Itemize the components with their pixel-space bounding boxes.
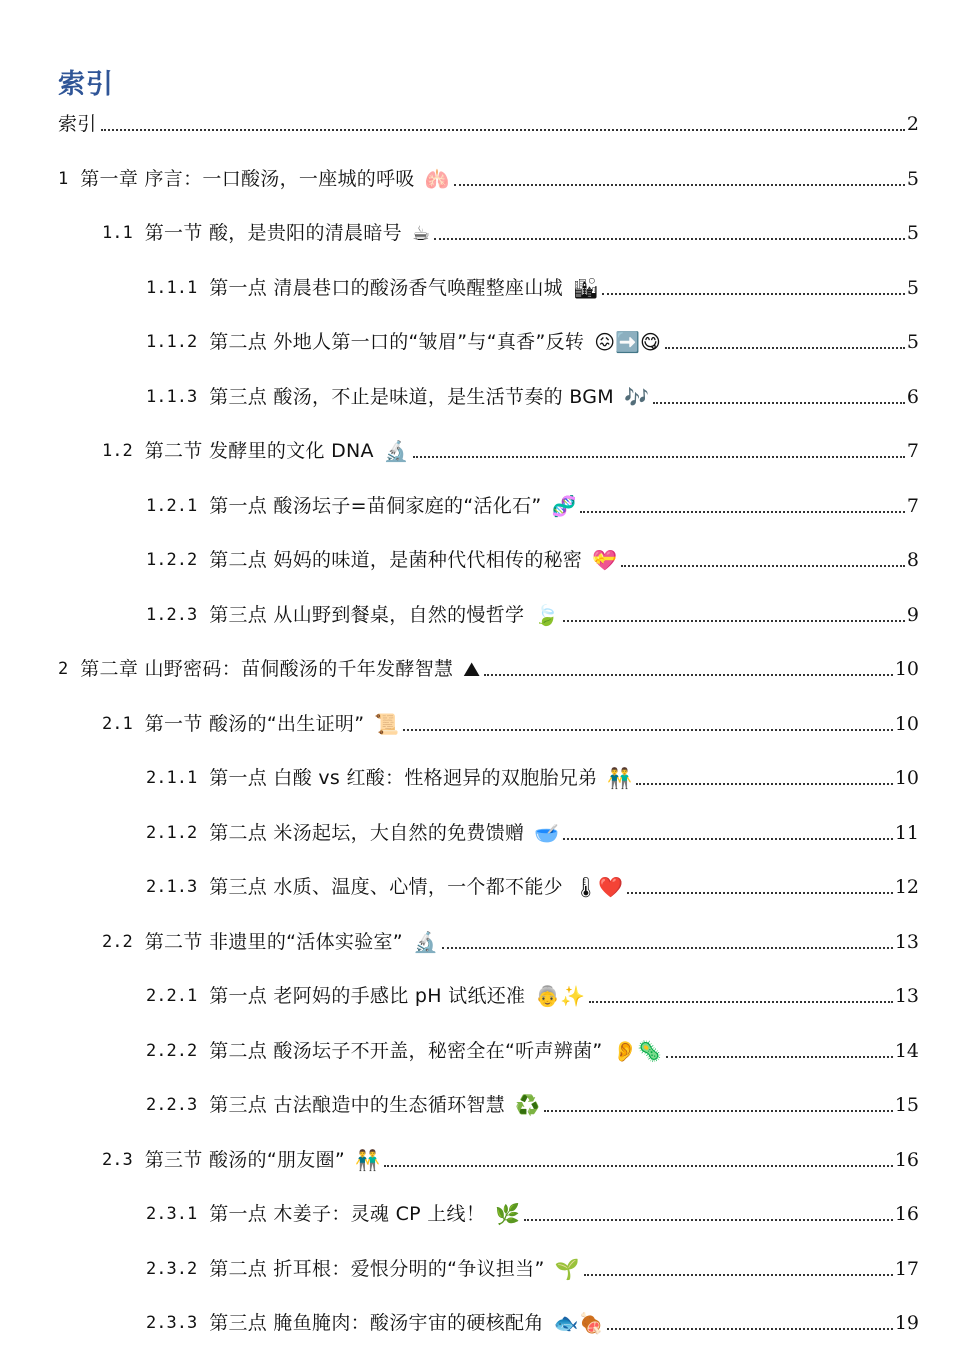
emoji-icon: 👂🦠 (612, 1039, 663, 1063)
toc-entry-number: 2.1.3 (146, 877, 198, 897)
toc-page-number: 10 (894, 658, 919, 680)
toc-entry-number: 2.2.2 (146, 1041, 198, 1061)
toc-page-number: 17 (894, 1258, 919, 1280)
toc-page-number: 9 (906, 604, 919, 626)
toc-entry-number: 1.1.2 (146, 332, 198, 352)
toc-page-number: 7 (906, 495, 919, 517)
dot-leader (403, 729, 893, 731)
toc-entry[interactable] (146, 379, 919, 409)
toc-page-number: 13 (894, 985, 919, 1007)
toc-entry-title: 第一节 酸，是贵阳的清晨暗号 (144, 222, 402, 244)
emoji-icon: 🐟🍖 (553, 1311, 604, 1335)
toc-entry-number: 2.3.3 (146, 1313, 198, 1333)
emoji-icon: 👬 (355, 1148, 380, 1172)
toc-entry-label (146, 385, 649, 409)
toc-entry[interactable] (146, 978, 919, 1008)
toc-entry-label (146, 821, 559, 845)
dot-leader (101, 129, 905, 131)
emoji-icon: 🔬 (383, 439, 409, 463)
toc-entry[interactable] (102, 433, 919, 463)
toc-entry-number: 1.2.2 (146, 550, 198, 570)
dot-leader (524, 1219, 893, 1221)
toc-page-number: 6 (906, 386, 919, 408)
emoji-icon: 🎶 (623, 385, 649, 409)
toc-entry-title: 第二点 折耳根：爱恨分明的“争议担当” (209, 1258, 545, 1280)
toc-entry-label (146, 494, 576, 518)
toc-entry-number: 1.2.3 (146, 605, 198, 625)
toc-entry[interactable] (146, 324, 919, 354)
emoji-icon: 🍃 (534, 603, 560, 627)
toc-entry[interactable] (58, 161, 919, 191)
toc-entry-number: 2.3 (102, 1150, 133, 1170)
toc-entry-label (146, 1257, 580, 1281)
toc-entry-title: 第三点 腌鱼腌肉：酸汤宇宙的硬核配角 (209, 1312, 544, 1334)
toc-entry-title: 第一节 酸汤的“出生证明” (144, 713, 365, 735)
toc-entry[interactable] (146, 270, 919, 300)
dot-leader (484, 674, 893, 676)
toc-page-number: 13 (894, 931, 919, 953)
toc-entry-label (146, 875, 623, 899)
toc-entry-title: 第二点 外地人第一口的“皱眉”与“真香”反转 (209, 331, 585, 353)
emoji-icon: 🥣 (534, 821, 560, 845)
toc-entry-title: 第一章 序言：一口酸汤，一座城的呼吸 (80, 168, 415, 190)
toc-page-number: 5 (906, 168, 919, 190)
toc-entry-title: 第一点 酸汤坛子=苗侗家庭的“活化石” (209, 495, 542, 517)
toc-entry-number: 2.3.2 (146, 1259, 198, 1279)
toc-entry-number: 2.2.3 (146, 1095, 198, 1115)
toc-entry[interactable] (58, 651, 919, 681)
toc-entry-number: 1.2 (102, 441, 133, 461)
emoji-icon: 📜 (374, 712, 400, 736)
dot-leader (584, 1274, 893, 1276)
toc-entry-title: 第一点 清晨巷口的酸汤香气唤醒整座山城 (209, 277, 563, 299)
toc-page-number: 19 (894, 1312, 919, 1334)
emoji-icon: ⛰ (463, 657, 481, 681)
toc-entry[interactable] (102, 1142, 919, 1172)
toc-entry-label (146, 766, 632, 790)
toc-entry-title: 第二章 山野密码：苗侗酸汤的千年发酵智慧 (80, 658, 454, 680)
toc-entry[interactable] (146, 1251, 919, 1281)
toc-entry-title: 第一点 白酸 vs 红酸：性格迥异的双胞胎兄弟 (209, 767, 598, 789)
toc-entry[interactable] (102, 706, 919, 736)
toc-page-number: 5 (906, 331, 919, 353)
toc-entry[interactable] (146, 1033, 919, 1063)
dot-leader (580, 511, 904, 513)
toc-entry[interactable] (146, 1196, 919, 1226)
emoji-icon: 🌡❤️ (572, 875, 624, 899)
dot-leader (621, 565, 905, 567)
toc-entry-label (146, 548, 617, 572)
toc-entry-title: 第三点 从山野到餐桌，自然的慢哲学 (209, 604, 525, 626)
toc-entry-label (58, 657, 480, 681)
toc-page-number: 14 (894, 1040, 919, 1062)
emoji-icon: 🌿 (495, 1202, 521, 1226)
toc-entry[interactable] (58, 106, 919, 136)
toc-entry-title: 第二点 酸汤坛子不开盖，秘密全在“听声辨菌” (209, 1040, 603, 1062)
toc-entry-title: 第二点 米汤起坛，大自然的免费馈赠 (209, 822, 525, 844)
toc-entry-label (58, 167, 450, 191)
dot-leader (589, 1001, 893, 1003)
toc-entry-number: 1 (58, 169, 69, 189)
dot-leader (384, 1165, 893, 1167)
dot-leader (653, 402, 905, 404)
toc-page-number: 2 (906, 113, 919, 135)
emoji-icon: 🫁 (424, 167, 450, 191)
index-heading: 索引 (58, 69, 114, 100)
dot-leader (636, 783, 893, 785)
toc-entry[interactable] (146, 488, 919, 518)
emoji-icon: 💝 (592, 548, 618, 572)
toc-entry-label (146, 984, 585, 1008)
toc-page-number: 5 (906, 277, 919, 299)
toc-entry-label (146, 276, 598, 300)
toc-entry-label (102, 221, 430, 245)
toc-entry-label (146, 1311, 603, 1335)
toc-entry-title: 第一点 老阿妈的手感比 pH 试纸还准 (209, 985, 526, 1007)
toc-entry-number: 2.1 (102, 714, 133, 734)
dot-leader (454, 184, 905, 186)
toc-entry-number: 2 (58, 659, 69, 679)
toc-page-number: 15 (894, 1094, 919, 1116)
toc-entry-number: 1.1.1 (146, 278, 198, 298)
toc-entry-title: 索引 (58, 113, 97, 135)
toc-entry[interactable] (146, 815, 919, 845)
toc-entry-number: 2.1.2 (146, 823, 198, 843)
toc-entry-label (146, 330, 661, 354)
toc-page-number: 5 (906, 222, 919, 244)
toc-entry[interactable] (146, 869, 919, 899)
toc-entry-number: 2.1.1 (146, 768, 198, 788)
toc-entry-number: 2.2 (102, 932, 133, 952)
toc-entry-number: 1.2.1 (146, 496, 198, 516)
dot-leader (413, 456, 905, 458)
toc-entry-label (146, 1039, 662, 1063)
toc-entry-title: 第一点 木姜子：灵魂 CP 上线！ (209, 1203, 486, 1225)
toc-page-number: 10 (894, 713, 919, 735)
dot-leader (666, 1056, 892, 1058)
toc-entry-title: 第三节 酸汤的“朋友圈” (144, 1149, 346, 1171)
emoji-icon: ♻️ (515, 1093, 540, 1117)
toc-entry[interactable] (146, 1087, 919, 1117)
toc-page-number: 16 (894, 1149, 919, 1171)
toc-entry-label (146, 1202, 520, 1226)
dot-leader (563, 620, 905, 622)
dot-leader (434, 238, 905, 240)
toc-entry-label (102, 1148, 380, 1172)
toc-page-number: 12 (894, 876, 919, 898)
emoji-icon: 👬 (607, 766, 633, 790)
toc-entry-number: 1.1 (102, 223, 133, 243)
toc-entry[interactable] (146, 760, 919, 790)
toc-entry[interactable] (102, 215, 919, 245)
toc-entry[interactable] (146, 1305, 919, 1335)
toc-entry-label (58, 112, 97, 136)
dot-leader (607, 1328, 892, 1330)
dot-leader (544, 1110, 893, 1112)
emoji-icon: 🌱 (554, 1257, 580, 1281)
toc-entry-number: 2.2.1 (146, 986, 198, 1006)
emoji-icon: 🧬 (551, 494, 577, 518)
toc-entry-label (102, 930, 438, 954)
toc-entry-title: 第三点 水质、温度、心情，一个都不能少 (209, 876, 563, 898)
toc-entry-label (102, 712, 399, 736)
toc-entry-number: 2.3.1 (146, 1204, 198, 1224)
toc-entry-label (146, 603, 559, 627)
toc-page-number: 16 (894, 1203, 919, 1225)
toc-entry-title: 第三点 酸汤，不止是味道，是生活节奏的 BGM (209, 386, 614, 408)
toc-entry-number: 1.1.3 (146, 387, 198, 407)
toc-entry-label (146, 1093, 540, 1117)
dot-leader (563, 838, 893, 840)
dot-leader (665, 347, 905, 349)
toc-entry[interactable] (146, 542, 919, 572)
dot-leader (602, 293, 905, 295)
emoji-icon: 😖➡️😋 (594, 330, 661, 354)
emoji-icon: ☕ (411, 221, 430, 245)
toc-entry-title: 第三点 古法酿造中的生态循环智慧 (209, 1094, 506, 1116)
emoji-icon: 👵✨ (535, 984, 586, 1008)
toc-entry-label (102, 439, 409, 463)
dot-leader (627, 892, 893, 894)
toc-page-number: 10 (894, 767, 919, 789)
toc-entry-title: 第二点 妈妈的味道，是菌种代代相传的秘密 (209, 549, 583, 571)
toc-entry-title: 第二节 发酵里的文化 DNA (144, 440, 374, 462)
toc-entry-title: 第二节 非遗里的“活体实验室” (144, 931, 403, 953)
dot-leader (442, 947, 893, 949)
toc-page-number: 8 (906, 549, 919, 571)
emoji-icon: 🔬 (412, 930, 438, 954)
toc-entry[interactable] (146, 597, 919, 627)
toc-entry[interactable] (102, 924, 919, 954)
toc-page-number: 7 (906, 440, 919, 462)
emoji-icon: 🏙 (572, 276, 599, 300)
toc-page-number: 11 (894, 822, 919, 844)
